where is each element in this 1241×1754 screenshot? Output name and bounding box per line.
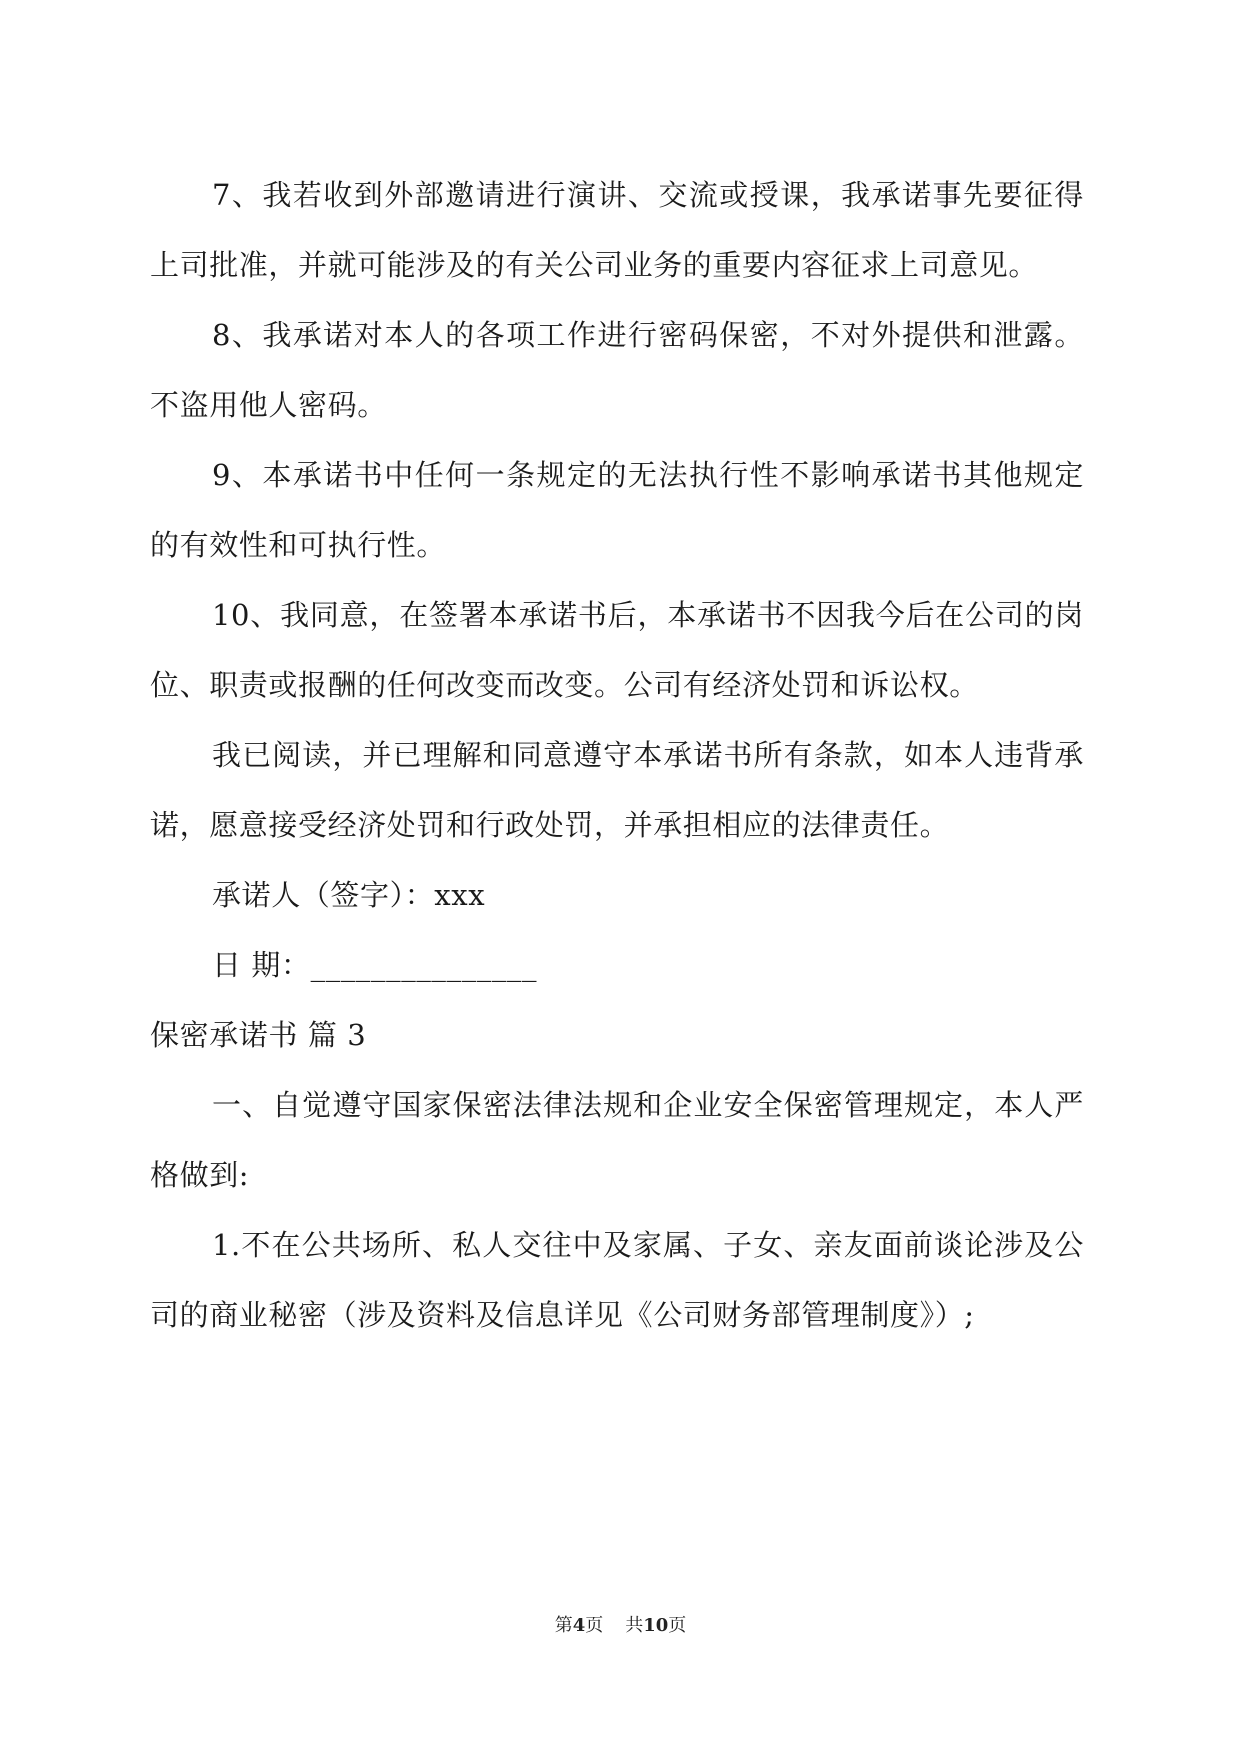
page-footer: [0, 1614, 1241, 1638]
section-heading: 保密承诺书 篇 3: [150, 1018, 367, 1052]
document-body: [150, 160, 1084, 1350]
footer-page-total: 10: [643, 1615, 669, 1636]
footer-page-current: 4: [572, 1615, 586, 1636]
clause-8: 8、我承诺对本人的各项工作进行密码保密，不对外提供和泄露。不盗用他人密码。: [150, 318, 1084, 422]
clause-7: 7、我若收到外部邀请进行演讲、交流或授课，我承诺事先要征得上司批准，并就可能涉及的有关公司业务的重要内容征求上司意见。: [150, 178, 1084, 282]
section-subitem-1: 1.不在公共场所、私人交往中及家属、子女、亲友面前谈论涉及公司的商业秘密（涉及资料及信息详见《公司财务部管理制度》）;: [150, 1228, 1084, 1332]
footer-page-prefix: 第: [554, 1615, 573, 1636]
section-item-one: 一、自觉遵守国家保密法律法规和企业安全保密管理规定，本人严格做到:: [150, 1088, 1084, 1192]
footer-page-mid: 页: [585, 1615, 604, 1636]
clause-9: 9、本承诺书中任何一条规定的无法执行性不影响承诺书其他规定的有效性和可执行性。: [150, 458, 1084, 562]
clause-10: 10、我同意，在签署本承诺书后，本承诺书不因我今后在公司的岗位、职责或报酬的任何改变而改变。公司有经济处罚和诉讼权。: [150, 598, 1084, 702]
footer-total-prefix: 共: [625, 1615, 644, 1636]
footer-total-suffix: 页: [668, 1615, 687, 1636]
acknowledgement-paragraph: 我已阅读，并已理解和同意遵守本承诺书所有条款，如本人违背承诺，愿意接受经济处罚和行政处罚，并承担相应的法律责任。: [150, 738, 1084, 842]
date-line: 日 期：_______________: [212, 948, 538, 982]
signer-line: 承诺人（签字）：xxx: [212, 878, 486, 912]
